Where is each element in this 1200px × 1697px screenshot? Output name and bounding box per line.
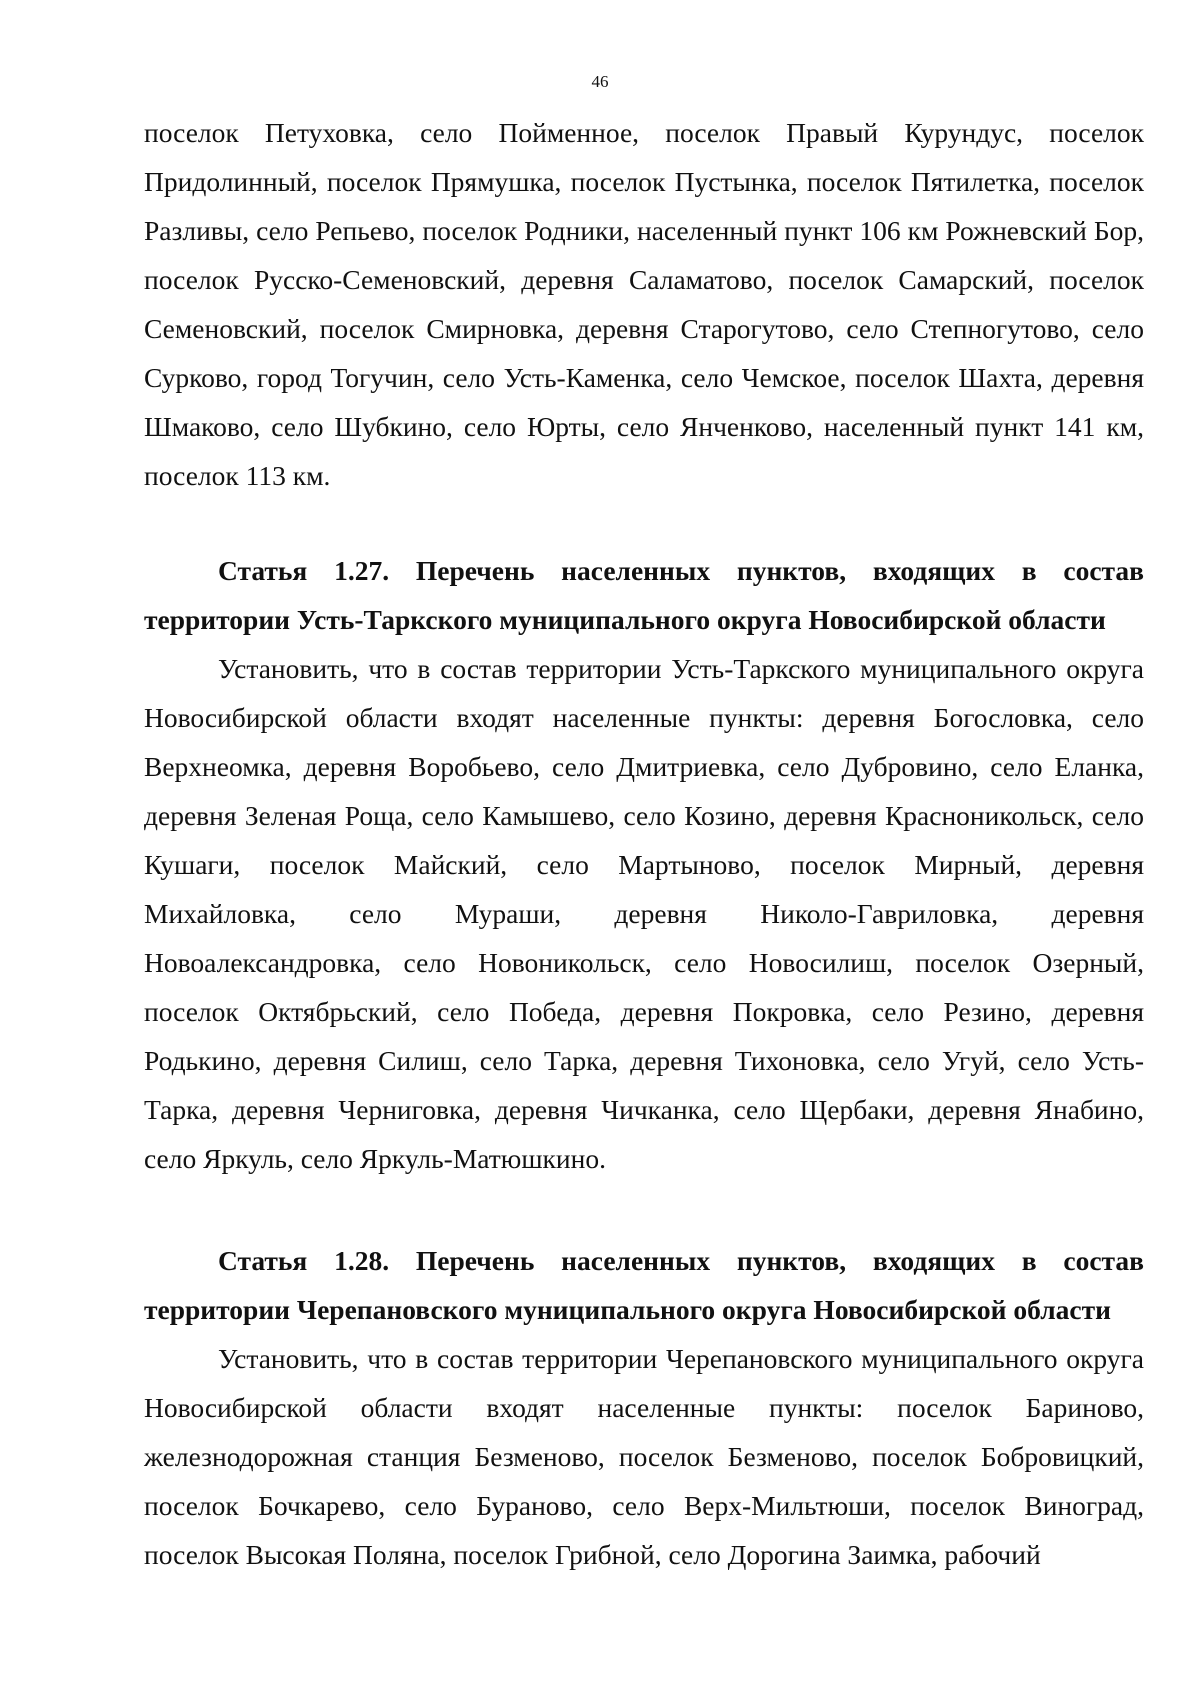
page-number: 46 <box>591 72 609 91</box>
article-1-28-body: Установить, что в состав территории Черепановского муниципального округа Новосибирской области входят населенные пункты: поселок Бариново, железнодорожная станция Безменово, поселок Безменово, поселок Бобровицкий, поселок Бочкарево, село Бураново, село Верх-Мильтюши, поселок Виноград, поселок Высокая Поляна, поселок Грибной, село Дорогина Заимка, рабочий <box>144 1343 1144 1570</box>
continuation-paragraph: поселок Петуховка, село Пойменное, поселок Правый Курундус, поселок Придолинный, поселок Прямушка, поселок Пустынка, поселок Пятилетка, поселок Разливы, село Репьево, поселок Родники, населенный пункт 106 км Рожневский Бор, поселок Русско-Семеновский, деревня Саламатово, поселок Самарский, поселок Семеновский, поселок Смирновка, деревня Старогутово, село Степногутово, село Сурково, город Тогучин, село Усть-Каменка, село Чемское, поселок Шахта, деревня Шмаково, село Шубкино, село Юрты, село Янченково, населенный пункт 141 км, поселок 113 км. <box>144 117 1144 491</box>
article-1-28 <box>144 1236 1144 1579</box>
section-continuation <box>144 108 1144 500</box>
article-1-28-heading: Статья 1.28. Перечень населенных пунктов, входящих в состав территории Черепановского муниципального округа Новосибирской области <box>144 1245 1144 1325</box>
article-1-27 <box>144 546 1144 1183</box>
article-1-27-body: Установить, что в состав территории Усть-Таркского муниципального округа Новосибирской области входят населенные пункты: деревня Богословка, село Верхнеомка, деревня Воробьево, село Дмитриевка, село Дубровино, село Еланка, деревня Зеленая Роща, село Камышево, село Козино, деревня Красноникольск, село Кушаги, поселок Майский, село Мартыново, поселок Мирный, деревня Михайловка, село Мураши, деревня Николо-Гавриловка, деревня Новоалександровка, село Новоникольск, село Новосилиш, поселок Озерный, поселок Октябрьский, село Победа, деревня Покровка, село Резино, деревня Родькино, деревня Силиш, село Тарка, деревня Тихоновка, село Угуй, село Усть-Тарка, деревня Черниговка, деревня Чичканка, село Щербаки, деревня Янабино, село Яркуль, село Яркуль-Матюшкино. <box>144 653 1144 1174</box>
article-1-27-heading: Статья 1.27. Перечень населенных пунктов, входящих в состав территории Усть-Таркского муниципального округа Новосибирской области <box>144 555 1144 635</box>
